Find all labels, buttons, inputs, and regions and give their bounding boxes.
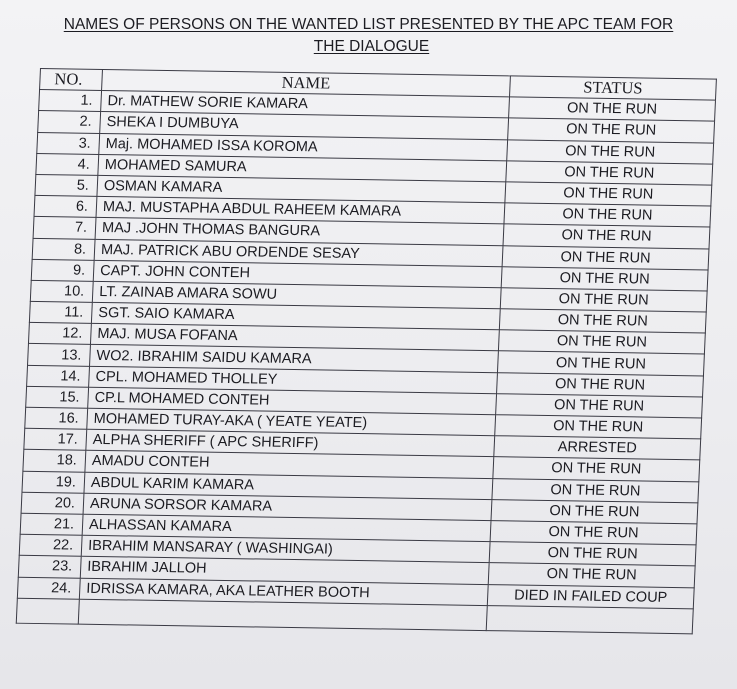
row-number: 6. [34, 196, 97, 218]
row-status: ON THE RUN [504, 203, 711, 227]
row-number: 8. [32, 238, 95, 260]
row-number: 13. [28, 344, 91, 366]
row-status: ON THE RUN [507, 139, 714, 163]
row-number: 22. [19, 534, 82, 556]
row-name: ABDUL KARIM KAMARA [84, 472, 493, 500]
row-status: ON THE RUN [489, 542, 696, 566]
row-name: OSMAN KAMARA [97, 175, 506, 203]
row-number: 23. [18, 556, 81, 578]
row-name: LT. ZAINAB AMARA SOWU [92, 281, 501, 309]
row-name: CP.L MOHAMED CONTEH [88, 387, 497, 415]
row-number: 15. [26, 386, 89, 408]
wanted-list-table [16, 68, 717, 634]
row-name: IBRAHIM MANSARAY ( WASHINGAI) [81, 535, 490, 563]
row-number: 14. [27, 365, 90, 387]
row-name: ALPHA SHERIFF ( APC SHERIFF) [86, 429, 495, 457]
row-number: 18. [23, 450, 86, 472]
row-status: ON THE RUN [508, 118, 715, 142]
row-name: CAPT. JOHN CONTEH [93, 260, 502, 288]
row-status: DIED IN FAILED COUP [487, 584, 694, 608]
title-line-1: NAMES OF PERSONS ON THE WANTED LIST PRESENTED BY THE APC TEAM FOR [63, 16, 674, 33]
row-name: MAJ. MUSTAPHA ABDUL RAHEEM KAMARA [96, 197, 505, 225]
row-number: 19. [22, 471, 85, 493]
row-name: SHEKA I DUMBUYA [100, 112, 509, 140]
row-status: ON THE RUN [499, 309, 706, 333]
row-number: 3. [37, 132, 100, 154]
row-name: Dr. MATHEW SORIE KAMARA [101, 91, 510, 119]
row-status: ON THE RUN [495, 415, 702, 439]
row-name: Maj. MOHAMED ISSA KOROMA [99, 133, 508, 161]
row-status: ON THE RUN [491, 499, 698, 523]
row-name: ALHASSAN KAMARA [82, 514, 491, 542]
row-name: SGT. SAIO KAMARA [91, 302, 500, 330]
row-number: 4. [36, 153, 99, 175]
header-name: NAME [102, 69, 511, 97]
row-status: ON THE RUN [493, 457, 700, 481]
row-name: MAJ. PATRICK ABU ORDENDE SESAY [94, 239, 503, 267]
wanted-list-sheet [16, 68, 700, 634]
row-status: ON THE RUN [502, 245, 709, 269]
row-number: 10. [30, 280, 93, 302]
row-number: 11. [29, 301, 92, 323]
row-name: MOHAMED TURAY-AKA ( YEATE YEATE) [87, 408, 496, 436]
row-name: MAJ. MUSA FOFANA [90, 324, 499, 352]
empty-cell [16, 598, 79, 624]
row-status: ON THE RUN [509, 97, 716, 121]
row-name: ARUNA SORSOR KAMARA [83, 493, 492, 521]
row-name: WO2. IBRAHIM SAIDU KAMARA [90, 345, 499, 373]
row-number: 12. [28, 323, 91, 345]
row-number: 9. [31, 259, 94, 281]
row-name: AMADU CONTEH [85, 451, 494, 479]
row-number: 21. [20, 513, 83, 535]
row-name: IDRISSA KAMARA, AKA LEATHER BOOTH [79, 578, 488, 606]
row-status: ON THE RUN [500, 288, 707, 312]
empty-cell [78, 599, 487, 630]
row-number: 24. [17, 577, 80, 599]
empty-cell [486, 605, 693, 633]
header-no: NO. [40, 69, 103, 91]
row-status: ON THE RUN [490, 521, 697, 545]
row-status: ON THE RUN [497, 351, 704, 375]
row-number: 5. [35, 174, 98, 196]
row-status: ON THE RUN [496, 394, 703, 418]
row-number: 16. [25, 407, 88, 429]
row-status: ARRESTED [494, 436, 701, 460]
row-name: MOHAMED SAMURA [98, 154, 507, 182]
document-title [0, 14, 737, 58]
header-status: STATUS [509, 76, 716, 100]
row-status: ON THE RUN [492, 478, 699, 502]
row-status: ON THE RUN [505, 182, 712, 206]
row-status: ON THE RUN [506, 161, 713, 185]
row-number: 1. [39, 90, 102, 112]
row-number: 20. [21, 492, 84, 514]
row-status: ON THE RUN [488, 563, 695, 587]
row-name: IBRAHIM JALLOH [80, 557, 489, 585]
title-line-2: THE DIALOGUE [313, 38, 430, 55]
row-number: 2. [38, 111, 101, 133]
row-name: CPL. MOHAMED THOLLEY [89, 366, 498, 394]
row-status: ON THE RUN [503, 224, 710, 248]
row-name: MAJ .JOHN THOMAS BANGURA [95, 218, 504, 246]
row-number: 17. [24, 428, 87, 450]
row-status: ON THE RUN [501, 266, 708, 290]
row-status: ON THE RUN [497, 372, 704, 396]
row-status: ON THE RUN [498, 330, 705, 354]
row-number: 7. [33, 217, 96, 239]
